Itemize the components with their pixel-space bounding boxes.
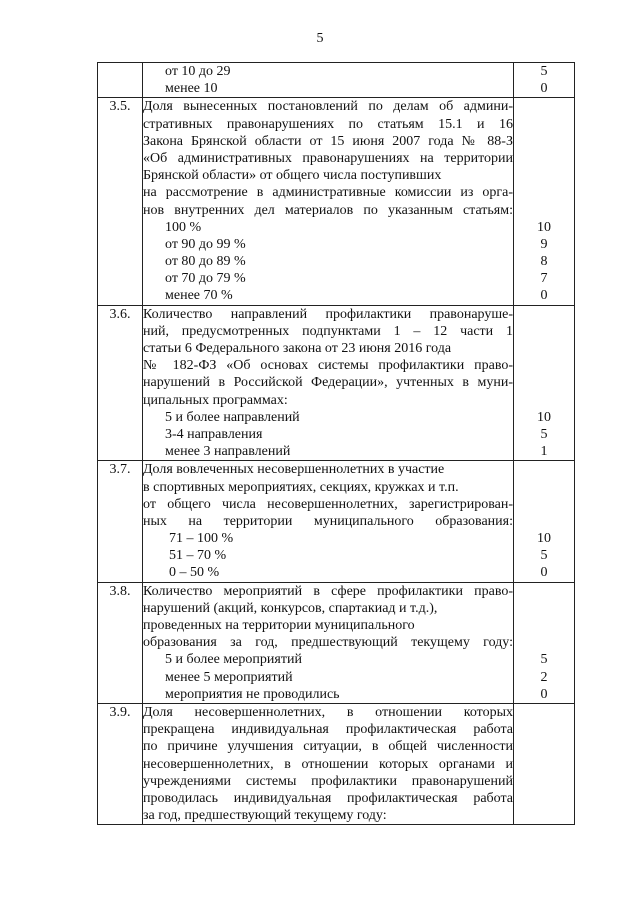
description-line: нарушений (акций, конкурсов, спартакиад и т.д.), [143, 600, 438, 616]
description-line: Количество мероприятий в сфере профилактики право- [143, 583, 513, 599]
option-label: от 70 до 79 % [165, 271, 246, 287]
description-line: Доля несовершеннолетних, в отношении которых [143, 704, 513, 720]
description-line: ных на территории муниципального образования: [143, 513, 513, 529]
table-row [98, 63, 575, 98]
description-line: учреждениями системы профилактики правонарушений [143, 773, 513, 789]
option-score: 7 [540, 271, 548, 287]
description-line: по причине улучшения ситуации, в общей численности [143, 739, 513, 755]
option-label: 5 и более мероприятий [165, 652, 302, 668]
option-score: 9 [540, 236, 548, 252]
item-number: 3.6. [98, 305, 143, 461]
item-number: 3.8. [98, 582, 143, 703]
item-number: 3.5. [98, 98, 143, 305]
option-score: 1 [540, 444, 548, 460]
option-label: от 10 до 29 [165, 64, 231, 79]
description-line: «Об административных правонарушениях на территории [143, 150, 513, 166]
option-label: мероприятия не проводились [165, 686, 340, 702]
description-line: проводилась индивидуальная профилактическая работа [143, 790, 513, 806]
option-score: 10 [537, 409, 551, 425]
description-line: ний, предусмотренных подпунктами 1 – 12 части 1 [143, 323, 513, 339]
option-label: менее 3 направлений [165, 444, 291, 460]
description-line: нарушений в Российской Федерации», учтенных в муни- [143, 375, 513, 391]
item-scores [514, 582, 575, 703]
table-row [98, 461, 575, 582]
option-label: 0 – 50 % [169, 565, 220, 581]
item-description [143, 461, 514, 582]
option-score: 5 [540, 652, 548, 668]
option-label: менее 70 % [165, 288, 233, 304]
option-score: 8 [540, 254, 548, 270]
description-line: за год, предшествующий текущему году: [143, 808, 387, 824]
description-line: Брянской области» от общего числа поступивших [143, 168, 442, 184]
item-scores [514, 703, 575, 824]
item-description [143, 305, 514, 461]
description-line: Закона Брянской области от 15 июня 2007 года № 88-З [143, 133, 513, 149]
description-line: стративных правонарушениях по статьям 15.1 и 16 [143, 116, 513, 132]
option-score: 0 [540, 288, 548, 304]
item-description [143, 703, 514, 824]
item-description [143, 98, 514, 305]
item-scores [514, 63, 575, 98]
item-scores [514, 305, 575, 461]
description-line: № 182-ФЗ «Об основах системы профилактики право- [143, 358, 513, 374]
description-line: нов внутренних дел материалов по указанным статьям: [143, 202, 513, 218]
description-line: ципальных программах: [143, 392, 288, 408]
option-score: 0 [540, 686, 548, 702]
item-number: 3.7. [98, 461, 143, 582]
description-line: образования за год, предшествующий текущему году: [143, 635, 513, 651]
option-label: от 90 до 99 % [165, 236, 246, 252]
option-label: менее 10 [165, 81, 218, 97]
description-line: Доля вынесенных постановлений по делам об админи- [143, 99, 513, 115]
option-label: 100 % [165, 219, 202, 235]
description-line: проведенных на территории муниципального [143, 618, 415, 633]
option-score: 10 [537, 531, 551, 547]
option-score: 5 [540, 548, 548, 564]
description-line: на рассмотрение в административные комиссии из орга- [143, 185, 513, 201]
option-label: 3-4 направления [165, 426, 263, 442]
option-score: 5 [540, 64, 548, 79]
option-label: 51 – 70 % [169, 548, 227, 564]
option-score: 5 [540, 426, 548, 442]
description-line: Количество направлений профилактики правонаруше- [143, 306, 513, 322]
table-row [98, 703, 575, 824]
description-line: несовершеннолетних, в отношении которых органами и [143, 756, 513, 772]
item-scores [514, 98, 575, 305]
description-line: от общего числа несовершеннолетних, зарегистрирован- [143, 496, 513, 512]
item-scores [514, 461, 575, 582]
option-label: 71 – 100 % [169, 531, 234, 547]
item-number: 3.9. [98, 703, 143, 824]
item-description [143, 582, 514, 703]
description-line: прекращена индивидуальная профилактическая работа [143, 722, 513, 738]
option-score: 10 [537, 219, 551, 235]
table-row [98, 98, 575, 305]
option-score: 2 [540, 669, 548, 685]
option-label: менее 5 мероприятий [165, 669, 293, 685]
item-description [143, 63, 514, 98]
table-row [98, 305, 575, 461]
option-score: 0 [540, 81, 548, 97]
option-score: 0 [540, 565, 548, 581]
description-line: статьи 6 Федерального закона от 23 июня 2016 года [143, 341, 452, 356]
description-line: в спортивных мероприятиях, секциях, кружках и т.п. [143, 479, 459, 495]
item-number [98, 63, 143, 98]
option-label: 5 и более направлений [165, 409, 300, 425]
criteria-table [97, 62, 575, 825]
description-line: Доля вовлеченных несовершеннолетних в участие [143, 462, 445, 478]
page-number: 5 [316, 31, 324, 46]
criteria-table-body [98, 63, 575, 825]
option-label: от 80 до 89 % [165, 254, 246, 270]
table-row [98, 582, 575, 703]
